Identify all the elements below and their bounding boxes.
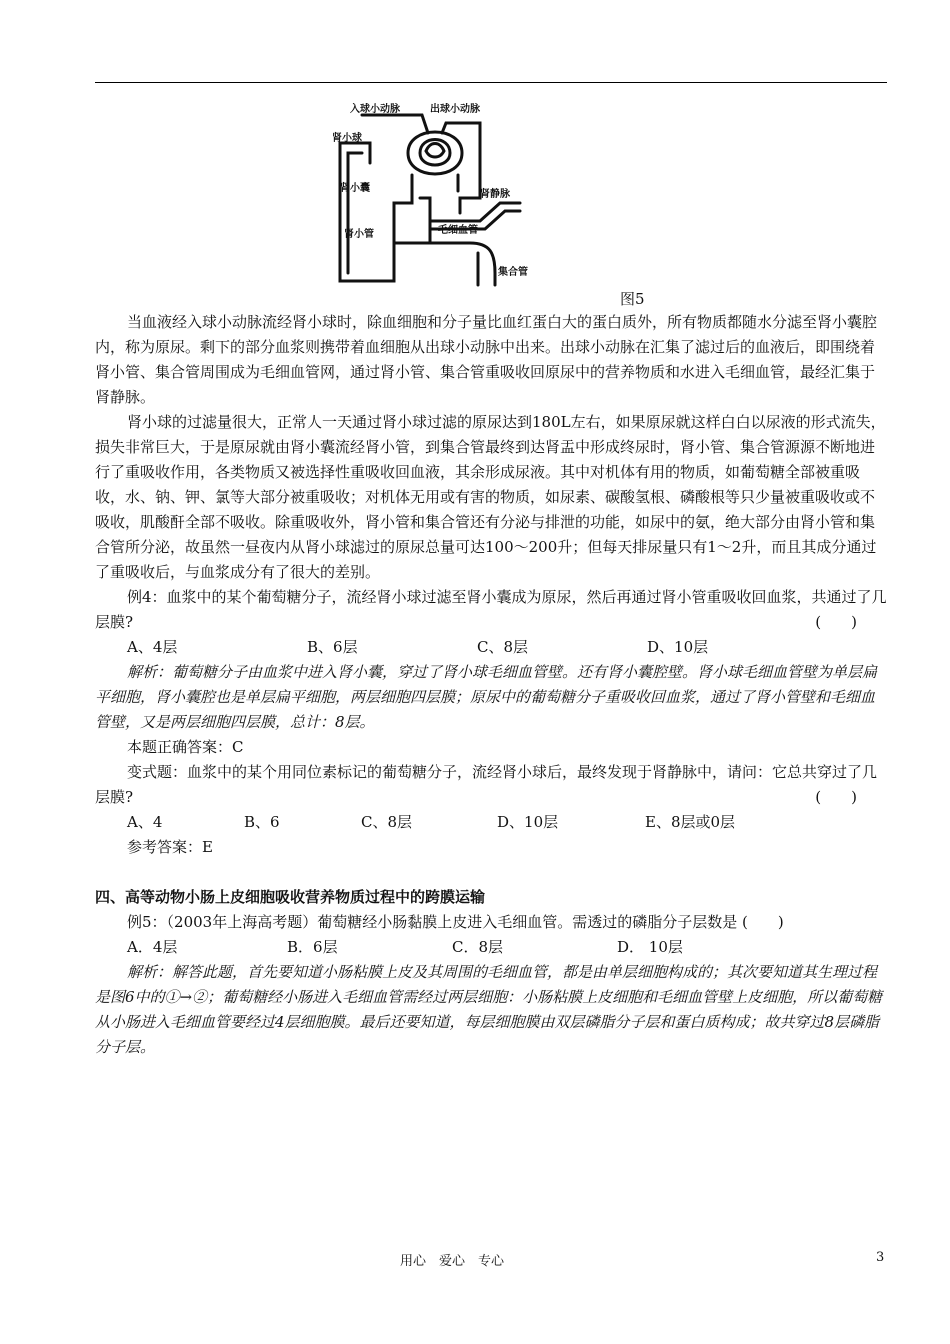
proximal-tubule [394,175,430,243]
example5-option-b: B．6层 [287,938,338,956]
example4-question [95,585,887,635]
afferent-arteriole-line [362,115,428,133]
variant-options [127,810,887,835]
paragraph-1: 当血液经入球小动脉流经肾小球时，除血细胞和分子量比血红蛋白大的蛋白质外，所有物质都随水分滤至肾小囊腔内，称为原尿。剩下的部分血浆则携带着血细胞从出球小动脉中出来。出球小动脉在汇集了滤过后的血液后，即围绕着肾小管、集合管周围成为毛细血管网，通过肾小管、集合管重吸收回原尿中的营养物质和水进入毛细血管，最经汇集于肾静脉。 [95,313,878,406]
example5-question [95,910,887,935]
variant-question-text: 变式题：血浆中的某个用同位素标记的葡萄糖分子，流经肾小球后，最终发现于肾静脉中，请问：它总共穿过了几层膜? [95,763,878,806]
variant-option-b: B、6 [244,813,280,831]
header-rule [95,82,887,83]
example5-option-a: A．4层 [127,938,178,956]
nephron-figure [330,103,530,293]
example5-answer-paren: ( ) [742,913,784,931]
example5-option-d: D． 10层 [617,938,683,956]
variant-answer-paren: ( ) [815,788,857,806]
collecting-duct [430,243,495,285]
variant-option-d: D、10层 [497,813,559,831]
example4-option-d: D、10层 [647,638,709,656]
label-capsule: 肾小囊 [340,183,370,194]
variant-option-e: E、8层或0层 [645,813,736,831]
paragraph-2: 肾小球的过滤量很大，正常人一天通过肾小球过滤的原尿达到180L左右，如果原尿就这样白白以尿液的形式流失，损失非常巨大，于是原尿就由肾小囊流经肾小管，到集合管最终到达肾盂中形成终尿时，肾小管、集合管源源不断地进行了重吸收作用，各类物质又被选择性重吸收回血液，其余形成尿液。其中对机体有用的物质，如葡萄糖全部被重吸收，水、钠、钾、氯等大部分被重吸收；对机体无用或有害的物质，如尿素、碳酸氢根、磷酸根等只少量被重吸收或不吸收，肌酸酐全部不吸收。除重吸收外，肾小管和集合管还有分泌与排泄的功能，如尿中的氨，绝大部分由肾小管和集合管所分泌，故虽然一昼夜内从肾小球滤过的原尿总量可达100～200升；但每天排尿量只有1～2升，而且其成分通过了重吸收后，与血浆成分有了很大的差别。 [95,413,886,581]
example4-analysis: 解析：葡萄糖分子由血浆中进入肾小囊，穿过了肾小球毛细血管壁。还有肾小囊腔壁。肾小球毛细血管壁为单层扁平细胞，肾小囊腔也是单层扁平细胞，两层细胞四层膜；原尿中的葡萄糖分子重吸收回血浆，通过了肾小管壁和毛细血管壁，又是两层细胞四层膜，总计：8层。 [95,663,878,731]
example4-answer: 本题正确答案：C [127,738,244,756]
variant-answer: 参考答案：E [127,838,213,856]
label-glomerulus: 肾小球 [332,133,362,144]
figure-caption: 图5 [620,290,645,308]
label-renal-vein: 肾静脉 [480,189,510,200]
example4-option-a: A、4层 [127,638,178,656]
footer-motto: 用心 爱心 专心 [400,1254,505,1269]
example5-analysis: 解析：解答此题，首先要知道小肠粘膜上皮及其周围的毛细血管，都是由单层细胞构成的；其次要知道其生理过程是图6中的①→②；葡萄糖经小肠进入毛细血管需经过两层细胞：小肠粘膜上皮细胞和毛细血管壁上皮细胞，所以葡萄糖从小肠进入毛细血管要经过4层细胞膜。最后还要知道，每层细胞膜由双层磷脂分子层和蛋白质构成；故共穿过8层磷脂分子层。 [95,963,883,1056]
variant-option-c: C、8层 [361,813,413,831]
efferent-arteriole-line [442,123,480,213]
label-capillary: 毛细血管 [438,225,478,236]
variant-option-a: A、4 [127,813,163,831]
section-4-title: 四、高等动物小肠上皮细胞吸收营养物质过程中的跨膜运输 [95,888,486,906]
example4-options [127,635,887,660]
label-collecting: 集合管 [498,267,528,278]
main-content [95,310,887,1060]
example5-options [127,935,887,960]
label-afferent: 入球小动脉 [350,104,400,115]
example4-question-text: 例4：血浆中的某个葡萄糖分子，流经肾小球过滤至肾小囊成为原尿，然后再通过肾小管重吸收回血浆，共通过了几层膜? [95,588,887,631]
example5-question-text: 例5：（2003年上海高考题）葡萄糖经小肠黏膜上皮进入毛细血管。需透过的磷脂分子层数是 [127,913,738,931]
example4-option-b: B、6层 [307,638,358,656]
example5-option-c: C．8层 [452,938,504,956]
variant-question [95,760,887,810]
label-tubule: 肾小管 [344,229,374,240]
page-number: 3 [876,1250,885,1265]
label-efferent: 出球小动脉 [430,104,480,115]
example4-option-c: C、8层 [477,638,529,656]
example4-answer-paren: ( ) [815,613,857,631]
